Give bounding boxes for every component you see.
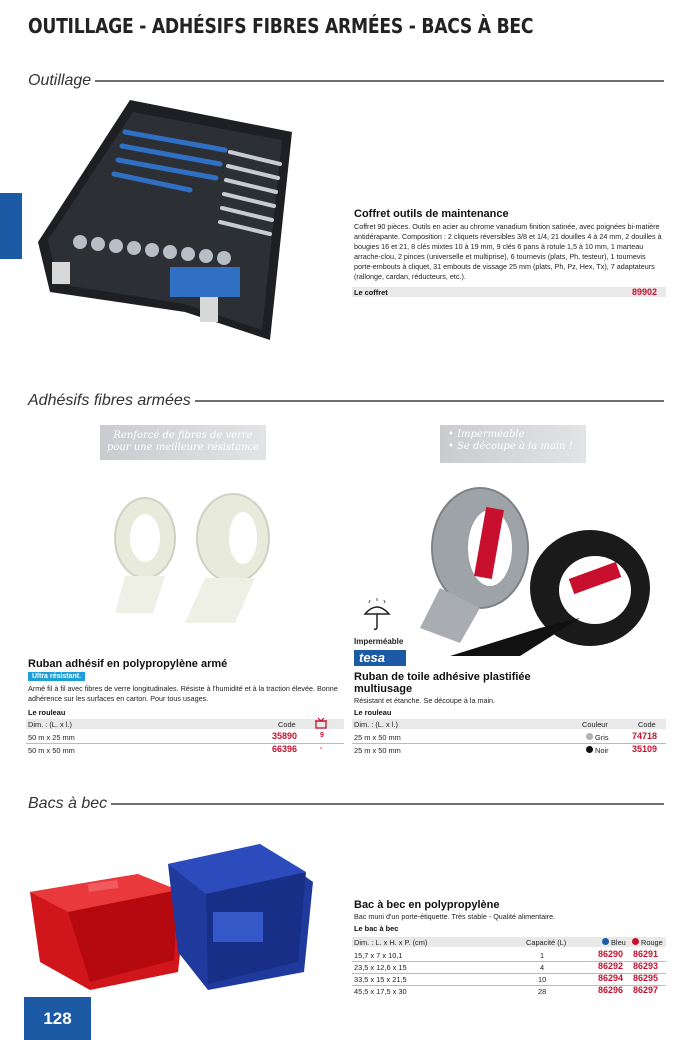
bins-col-dim: Dim. : L. x H. x P. (cm)	[354, 938, 428, 947]
section-adhesifs	[28, 392, 664, 410]
section-label: Bacs à bec	[28, 795, 108, 812]
gift-icon	[314, 717, 328, 729]
bins-row-cap: 1	[540, 951, 545, 960]
red-dot-icon	[632, 938, 639, 945]
bins-row-dim: 45,5 x 17,5 x 30	[354, 987, 407, 996]
color-name: Gris	[595, 733, 609, 742]
tape-cloth-unit-label: Le rouleau	[354, 708, 392, 717]
tape-cloth-row-dim: 25 m x 50 mm	[354, 746, 401, 755]
banner-line: • Se découpe à la main !	[448, 441, 573, 452]
tape-cloth-col-code: Code	[638, 720, 656, 729]
bins-col-red	[632, 938, 663, 947]
tape-pp-row-code: 66396	[272, 744, 298, 754]
bins-row-cap: 28	[538, 987, 547, 996]
row-divider	[352, 743, 666, 744]
tape-pp-banner: Renforcé de fibres de verre pour une meilleure résistance	[100, 425, 266, 460]
tape-cloth-row-color	[586, 733, 609, 742]
tape-cloth-table-header	[352, 719, 666, 729]
tape-pp-description: Armé fil à fil avec fibres de verre longitudinales. Résiste à l'humidité et à la traction élevée. Bonne adhérence sur les surfaces en carton. Pour tous usages.	[28, 684, 338, 703]
bins-row-dim: 15,7 x 7 x 10,1	[354, 951, 403, 960]
waterproof-label: Imperméable	[354, 637, 404, 646]
bins-row-blue: 86290	[598, 949, 624, 959]
tape-pp-row-code: 35890	[272, 731, 298, 741]
section-rule	[95, 80, 664, 82]
tape-pp-image	[105, 488, 275, 628]
tape-pp-badge: Ultra résistant.	[28, 672, 85, 681]
page-title: OUTILLAGE - ADHÉSIFS FIBRES ARMÉES - BACS À BEC	[28, 14, 534, 38]
tape-cloth-description: Résistant et étanche. Se découpe à la main.	[354, 696, 496, 705]
toolkit-price-row	[352, 287, 666, 297]
tape-pp-unit-label: Le rouleau	[28, 708, 66, 717]
section-label: Outillage	[28, 72, 92, 89]
tape-cloth-title: Ruban de toile adhésive plastifiée multiusage	[354, 671, 531, 695]
section-rule	[195, 400, 664, 402]
tape-cloth-row-dim: 25 m x 50 mm	[354, 733, 401, 742]
tape-cloth-image	[420, 478, 660, 658]
toolkit-description: Coffret 90 pièces. Outils en acier au chrome vanadium finition satinée, avec poignées bi-matière antidérapante. Composition : 2 cliquets réversibles 3/8 et 1/4, 21 douilles 4 à 24 mm, 2 douilles à bougies 16 et 21, 8 clés mixtes 10 à 19 mm, 9 clés 6 pans à rotule 1,5 à 10 mm, 1 marteau arrache-clou, 2 pinces (universelle et multiprise), 6 tournevis (plats, Ph, testeur), 1 tournevis porte-embouts à cliquet, 31 embouts de vissage 25 mm (plats, Ph, Pz, Hex, Tx), 7 adaptateurs (rallonge, cardan, réducteurs, etc.).	[354, 222, 662, 281]
color-name: Noir	[595, 746, 609, 755]
color-name: Bleu	[611, 938, 626, 947]
tape-cloth-banner	[440, 425, 586, 463]
tape-cloth-col-color: Couleur	[582, 720, 608, 729]
tape-pp-row-dim: 50 m x 50 mm	[28, 746, 75, 755]
brand-name: tesa	[359, 650, 386, 665]
gray-dot-icon	[586, 733, 593, 740]
bins-unit-label: Le bac à bec	[354, 924, 399, 933]
bins-description: Bac muni d'un porte-étiquette. Très stable - Qualité alimentaire.	[354, 912, 556, 921]
bins-row-cap: 10	[538, 975, 547, 984]
bins-row-red: 86295	[633, 973, 659, 983]
bins-row-red: 86293	[633, 961, 659, 971]
tape-cloth-row-code: 35109	[632, 744, 658, 754]
toolkit-image	[30, 92, 300, 342]
bins-col-cap: Capacité (L)	[526, 938, 567, 947]
section-label: Adhésifs fibres armées	[28, 392, 191, 409]
tape-cloth-col-dim: Dim. : (L. x l.)	[354, 720, 398, 729]
tape-pp-table-header	[26, 719, 344, 729]
section-bacs	[28, 795, 664, 813]
tape-cloth-row-code: 74718	[632, 731, 658, 741]
black-dot-icon	[586, 746, 593, 753]
bins-image	[28, 842, 318, 992]
blue-dot-icon	[602, 938, 609, 945]
banner-line: • Imperméable	[448, 429, 525, 440]
side-tab	[0, 193, 22, 259]
tape-pp-col-code: Code	[278, 720, 296, 729]
section-rule	[111, 803, 664, 805]
bins-row-dim: 33,5 x 15 x 21,5	[354, 975, 407, 984]
toolkit-title: Coffret outils de maintenance	[354, 208, 509, 220]
bins-row-dim: 23,5 x 12,6 x 15	[354, 963, 407, 972]
bins-row-red: 86297	[633, 985, 659, 995]
page-number: 128	[24, 997, 91, 1040]
tape-cloth-row-color	[586, 746, 609, 755]
tape-pp-col-dim: Dim. : (L. x l.)	[28, 720, 72, 729]
bins-row-blue: 86292	[598, 961, 624, 971]
tape-pp-row-extra: -	[320, 745, 323, 752]
bins-row-cap: 4	[540, 963, 545, 972]
color-name: Rouge	[641, 938, 663, 947]
tape-pp-row-extra: 9	[320, 732, 324, 739]
bins-title: Bac à bec en polypropylène	[354, 899, 500, 911]
toolkit-code: 89902	[632, 287, 658, 297]
bins-col-blue	[602, 938, 626, 947]
bins-row-blue: 86296	[598, 985, 624, 995]
bins-row-blue: 86294	[598, 973, 624, 983]
toolkit-unit-label: Le coffret	[354, 288, 388, 297]
section-outillage	[28, 72, 664, 90]
tesa-logo	[354, 650, 406, 666]
umbrella-icon	[362, 598, 392, 632]
bins-row-red: 86291	[633, 949, 659, 959]
tape-pp-row-dim: 50 m x 25 mm	[28, 733, 75, 742]
tape-pp-title: Ruban adhésif en polypropylène armé	[28, 658, 228, 670]
